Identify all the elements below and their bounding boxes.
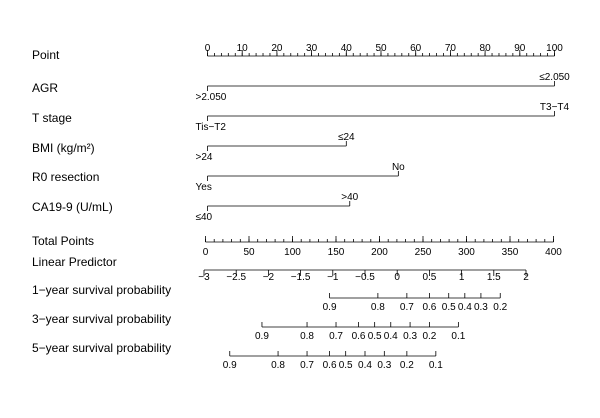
level-label: Yes <box>195 182 212 193</box>
row-label: T stage <box>32 111 72 125</box>
probability-label: 0.5 <box>338 360 353 371</box>
probability-label: 0.1 <box>428 360 443 371</box>
tick-label: −3 <box>198 272 210 283</box>
tick-label: 50 <box>375 43 387 54</box>
probability-label: 0.8 <box>271 360 286 371</box>
probability-label: 0.9 <box>255 331 269 342</box>
probability-label: 0.5 <box>367 331 382 342</box>
tick-label: 300 <box>458 247 475 258</box>
tick-label: 10 <box>236 43 248 54</box>
row-labels <box>32 48 171 355</box>
tick-label: 80 <box>479 43 491 54</box>
probability-label: 0.6 <box>422 302 437 313</box>
row-label: BMI (kg/m²) <box>32 141 95 155</box>
probability-label: 0.2 <box>493 302 508 313</box>
level-label: ≤2.050 <box>539 72 570 83</box>
probability-label: 0.4 <box>383 331 398 342</box>
level-label: ≤24 <box>337 132 355 143</box>
probability-label: 0.8 <box>300 331 314 342</box>
probability-label: 0.7 <box>399 302 414 313</box>
tick-label: 150 <box>327 247 345 258</box>
tick-label: 2 <box>523 272 529 283</box>
tick-label: 100 <box>284 247 301 258</box>
probability-label: 0.1 <box>451 331 466 342</box>
level-label: >2.050 <box>195 92 227 103</box>
tick-label: 30 <box>306 43 318 54</box>
probability-label: 0.3 <box>473 302 488 313</box>
probability-label: 0.8 <box>370 302 385 313</box>
probability-label: 0.9 <box>222 360 237 371</box>
row-label: 1−year survival probability <box>32 283 172 297</box>
probability-label: 0.3 <box>377 360 392 371</box>
tick-label: 0 <box>394 272 400 283</box>
level-label: No <box>391 162 405 173</box>
probability-label: 0.3 <box>403 331 418 342</box>
level-label: T3−T4 <box>539 102 570 113</box>
probability-label: 0.7 <box>300 360 314 371</box>
probability-label: 0.9 <box>322 302 337 313</box>
probability-label: 0.4 <box>457 302 472 313</box>
probability-label: 0.4 <box>358 360 372 371</box>
tick-label: 70 <box>444 43 456 54</box>
row-label: 3−year survival probability <box>32 312 172 326</box>
tick-label: 40 <box>340 43 352 54</box>
tick-label: 1.5 <box>486 272 501 283</box>
tick-label: −1.5 <box>290 272 311 283</box>
probability-label: 0.2 <box>399 360 414 371</box>
row-label: CA19-9 (U/mL) <box>32 200 113 214</box>
level-label: >40 <box>341 192 359 203</box>
level-label: Tis−T2 <box>195 122 226 133</box>
tick-label: 0.5 <box>422 272 437 283</box>
tick-label: 250 <box>414 247 432 258</box>
row-label: AGR <box>32 81 59 95</box>
tick-label: −2 <box>262 272 275 283</box>
row-label: 5−year survival probability <box>32 341 172 355</box>
level-label: >24 <box>195 152 213 163</box>
probability-label: 0.7 <box>329 331 343 342</box>
probability-label: 0.2 <box>422 331 437 342</box>
tick-label: 50 <box>243 247 255 258</box>
probability-label: 0.6 <box>322 360 337 371</box>
row-label: Point <box>32 48 60 62</box>
probability-label: 0.6 <box>351 331 366 342</box>
probability-label: 0.5 <box>441 302 456 313</box>
tick-label: 400 <box>545 247 562 258</box>
tick-label: −0.5 <box>355 272 375 283</box>
tick-label: 1 <box>458 272 465 283</box>
tick-label: 20 <box>271 43 283 54</box>
row-label: Total Points <box>32 234 95 248</box>
chart-marks <box>196 43 571 371</box>
tick-label: −2.5 <box>226 272 247 283</box>
row-label: R0 resection <box>32 170 100 184</box>
tick-label: 0 <box>204 43 211 54</box>
tick-label: 200 <box>371 247 388 258</box>
tick-label: −1 <box>327 272 339 283</box>
tick-label: 0 <box>202 247 209 258</box>
row-label: Linear Predictor <box>32 255 117 269</box>
level-label: ≤40 <box>195 212 213 223</box>
tick-label: 100 <box>546 43 563 54</box>
tick-label: 350 <box>501 247 519 258</box>
tick-label: 90 <box>514 43 526 54</box>
tick-label: 60 <box>410 43 422 54</box>
